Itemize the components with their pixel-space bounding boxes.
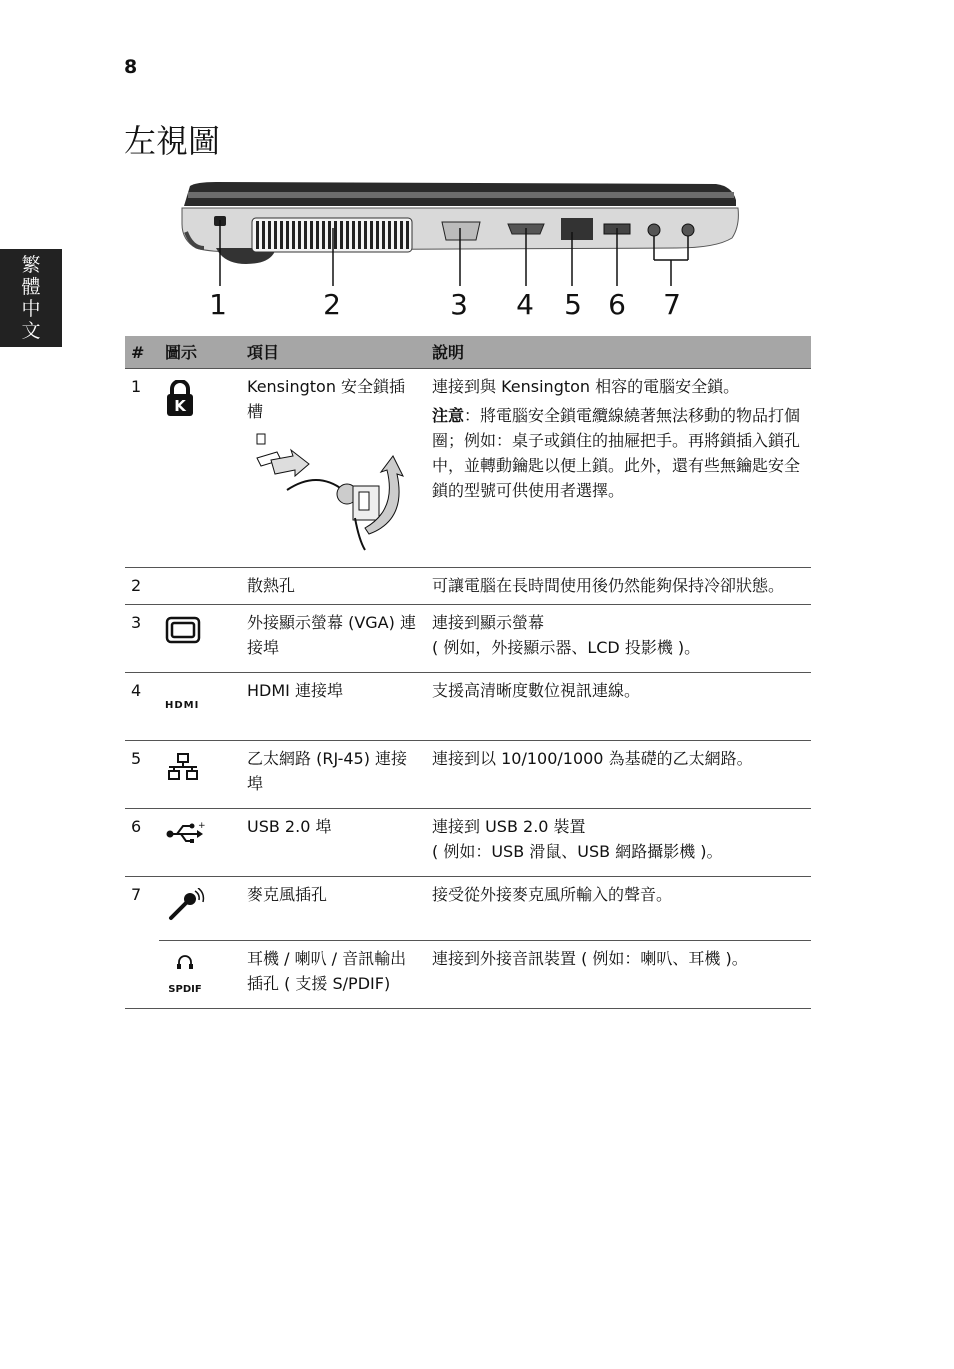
icon-cell <box>159 877 241 941</box>
callout-1: 1 <box>209 288 227 321</box>
side-tab-char: 文 <box>21 320 41 342</box>
laptop-left-side-illustration <box>176 178 746 288</box>
row-num: 4 <box>125 673 159 741</box>
desc-cell <box>426 369 811 568</box>
callout-4: 4 <box>516 288 534 321</box>
spdif-icon-text: SPDIF <box>168 984 202 995</box>
row-num: 3 <box>125 605 159 673</box>
row-item: 散熱孔 <box>241 568 426 605</box>
section-title: 左視圖 <box>124 122 221 160</box>
table-row <box>125 941 811 1009</box>
row-item: 麥克風插孔 <box>241 877 426 941</box>
row-item: HDMI 連接埠 <box>241 673 426 741</box>
icon-cell <box>159 741 241 809</box>
row-desc: 可讓電腦在長時間使用後仍然能夠保持冷卻狀態。 <box>426 568 811 605</box>
row-desc-2: ( 例如，外接顯示器、LCD 投影機 )。 <box>432 638 701 657</box>
desc-cell <box>426 809 811 877</box>
hdmi-icon-text: HDMI <box>165 700 200 711</box>
row-desc: 連接到以 10/100/1000 為基礎的乙太網路。 <box>426 741 811 809</box>
row-item: Kensington 安全鎖插槽 <box>247 377 406 421</box>
row-num: 7 <box>131 885 142 904</box>
callout-3: 3 <box>450 288 468 321</box>
row-desc: 連接到外接音訊裝置 ( 例如：喇叭、耳機 )。 <box>426 941 811 1009</box>
row-desc: 支援高清晰度數位視訊連線。 <box>426 673 811 741</box>
header-desc: 說明 <box>426 336 811 369</box>
kensington-lock-icon <box>165 380 235 425</box>
table-row <box>125 877 811 941</box>
callout-2: 2 <box>323 288 341 321</box>
lock-illustration <box>247 430 420 561</box>
row-desc: 接受從外接麥克風所輸入的聲音。 <box>426 877 811 941</box>
svg-text:+: + <box>198 821 205 831</box>
hdmi-icon <box>165 690 235 718</box>
icon-cell <box>159 809 241 877</box>
callout-5: 5 <box>564 288 582 321</box>
desc-cell <box>426 605 811 673</box>
row-item: 耳機 / 喇叭 / 音訊輸出插孔 ( 支援 S/PDIF) <box>241 941 426 1009</box>
callout-6: 6 <box>608 288 626 321</box>
network-icon <box>165 752 235 789</box>
row-num: 1 <box>125 369 159 568</box>
item-cell <box>241 369 426 568</box>
callout-7: 7 <box>663 288 681 321</box>
note-label: 注意 <box>432 406 465 425</box>
language-side-tab <box>0 249 62 347</box>
icon-cell <box>159 369 241 568</box>
row-item: 外接顯示螢幕 (VGA) 連接埠 <box>241 605 426 673</box>
icon-cell <box>159 605 241 673</box>
side-tab-char: 體 <box>21 276 41 298</box>
header-item: 項目 <box>241 336 426 369</box>
row-num <box>125 941 159 1009</box>
page-number: 8 <box>124 56 138 78</box>
header-icon: 圖示 <box>159 336 241 369</box>
table-header-row <box>125 336 811 369</box>
side-tab-char: 繁 <box>21 254 41 276</box>
table-row <box>125 809 811 877</box>
row-desc-2: ( 例如：USB 滑鼠、USB 網路攝影機 )。 <box>432 842 723 861</box>
table-row <box>125 605 811 673</box>
header-num: # <box>125 336 159 369</box>
row-item: 乙太網路 (RJ-45) 連接埠 <box>241 741 426 809</box>
note-text: ：將電腦安全鎖電纜線繞著無法移動的物品打個圈；例如：桌子或鎖住的抽屜把手。再將鎖插入鎖孔中，並轉動鑰匙以便上鎖。此外，還有些無鑰匙安全鎖的型號可供使用者選擇。 <box>432 406 801 500</box>
vga-icon <box>165 616 235 651</box>
icon-cell <box>159 673 241 741</box>
icon-cell <box>159 941 241 1009</box>
table-row <box>125 369 811 568</box>
ports-table <box>125 336 811 1009</box>
usb-icon <box>165 820 235 853</box>
row-desc: 連接到顯示螢幕 <box>432 613 545 632</box>
headphone-spdif-icon <box>165 952 235 1002</box>
icon-cell <box>159 568 241 605</box>
microphone-icon <box>165 888 235 929</box>
row-item: USB 2.0 埠 <box>241 809 426 877</box>
row-desc: 連接到 USB 2.0 裝置 <box>432 817 586 836</box>
side-tab-char: 中 <box>21 298 41 320</box>
row-num: 6 <box>125 809 159 877</box>
svg-text:K: K <box>174 397 186 415</box>
table-row <box>125 673 811 741</box>
table-row <box>125 568 811 605</box>
row-desc: 連接到與 Kensington 相容的電腦安全鎖。 <box>432 377 740 396</box>
row-num: 5 <box>125 741 159 809</box>
table-row <box>125 741 811 809</box>
row-num: 2 <box>125 568 159 605</box>
note-block <box>432 403 805 503</box>
